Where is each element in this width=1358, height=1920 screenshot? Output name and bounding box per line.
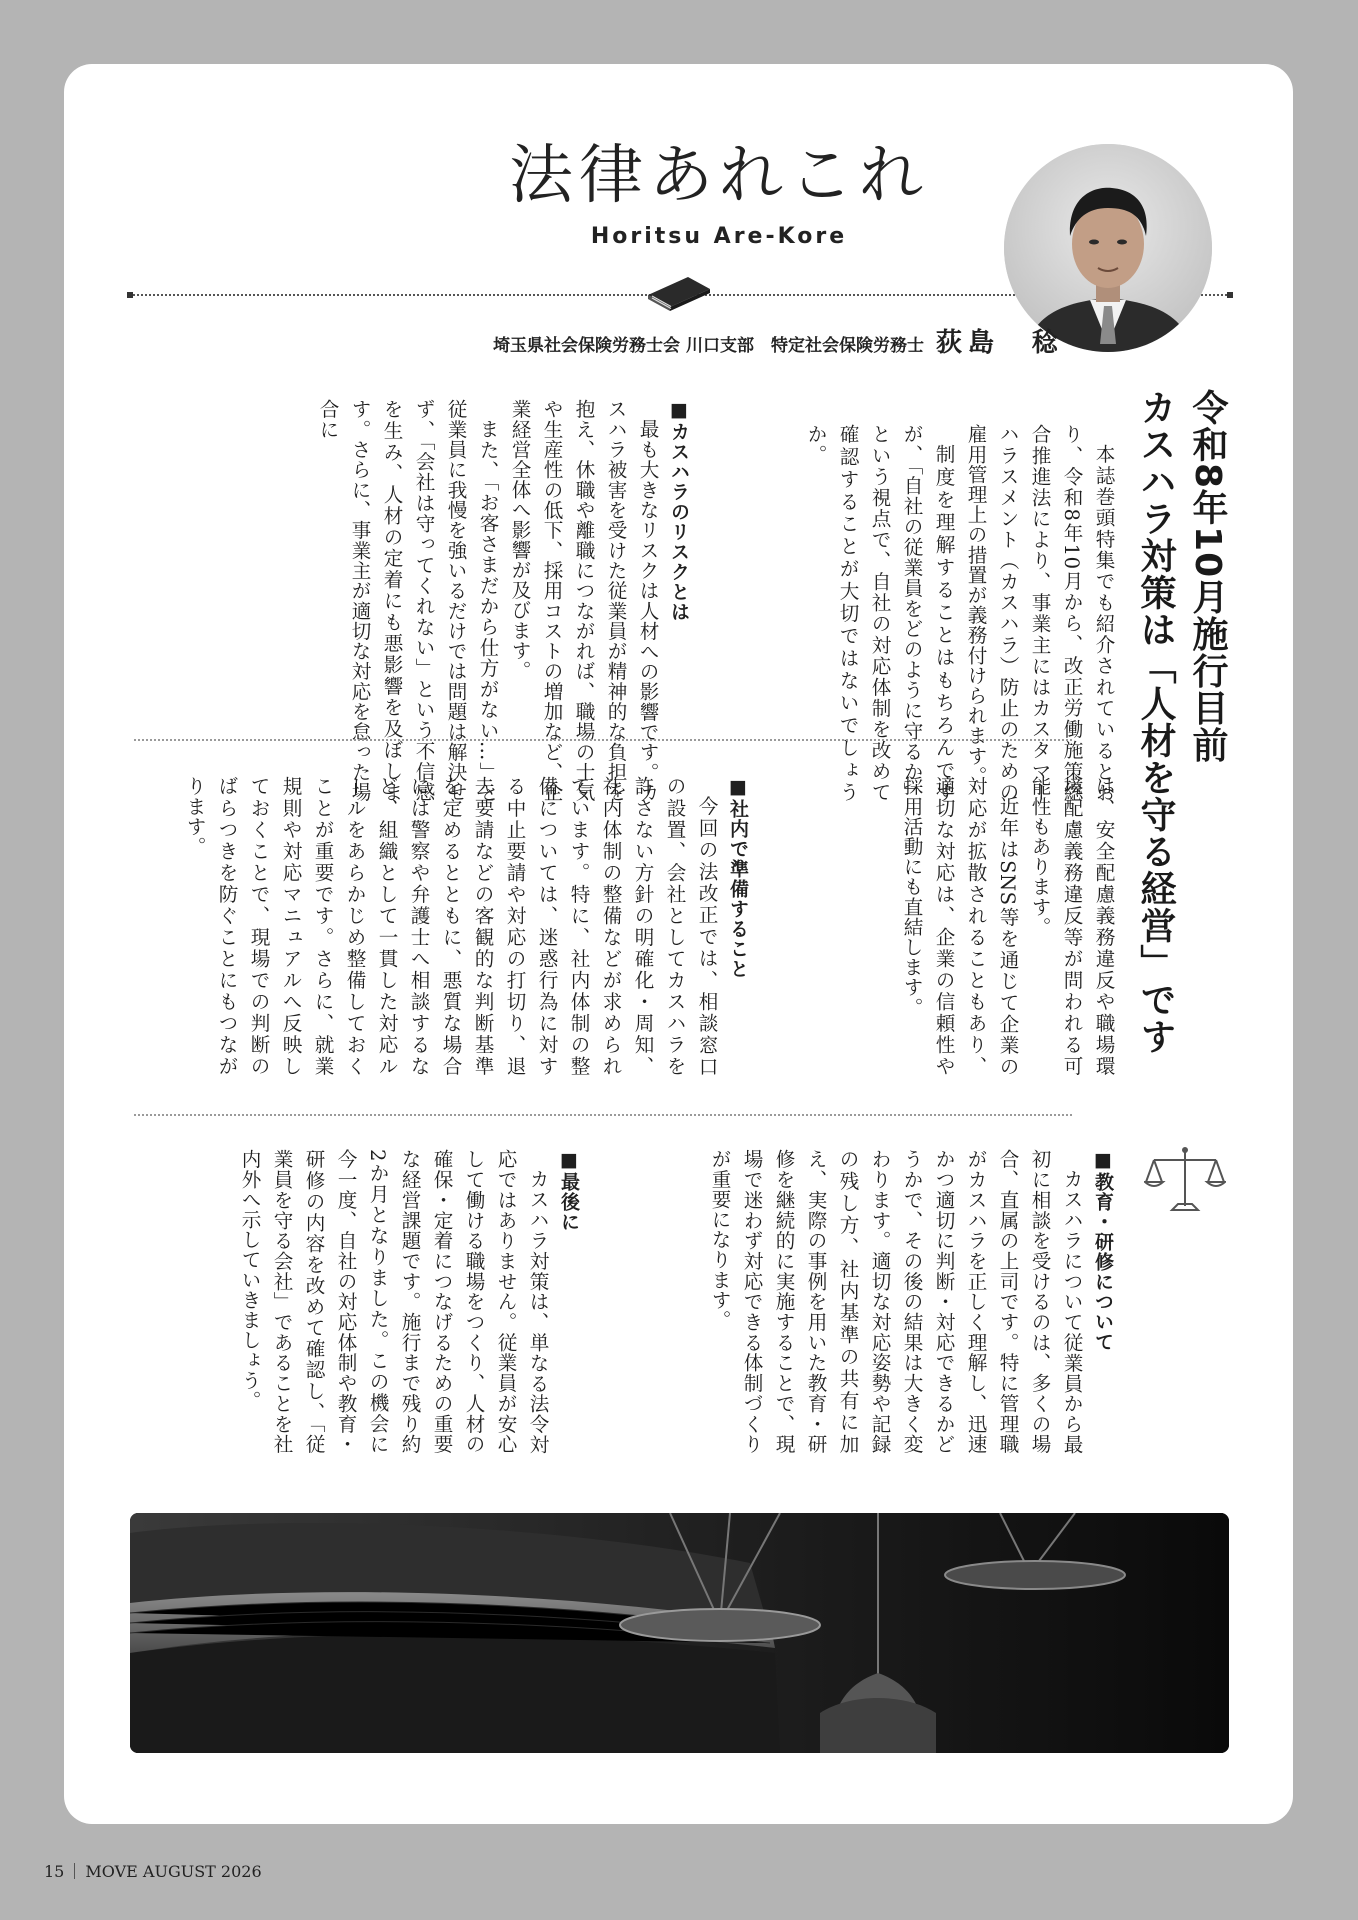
page-footer bbox=[44, 1862, 262, 1881]
final-paragraph-1: カスハラ対策は、単なる法令対応ではありません。従業員が安心して働ける職場をつくり、人材の確保・定着につなげるための重要な経営課題です。施行まで残り約2か月となりました。この機会に今一度、自社の対応体制や教育・研修の内容を改めて確認し、「従業員を守る会社」であることを社内外へ示していきましょう。 bbox=[238, 1149, 549, 1454]
section-risk bbox=[130, 399, 695, 802]
issue-date: AUGUST 2026 bbox=[142, 1862, 262, 1881]
final-heading: ■最後に bbox=[558, 1149, 580, 1232]
author-name: 荻島 稔 bbox=[935, 328, 1064, 358]
risk-heading: ■カスハラのリスクとは bbox=[668, 399, 690, 622]
book-icon bbox=[644, 269, 714, 313]
section-risk-continued bbox=[759, 776, 1119, 1076]
risk-paragraph-1: 最も大きなリスクは人材への影響です。カスハラ被害を受けた従業員が精神的な負担を抱え、休職や離職につながれば、職場の士気や生産性の低下、採用コストの増加など、企業経営全体へ影響が及びます。 bbox=[508, 399, 659, 802]
author-affiliation: 埼玉県社会保険労務士会 川口支部 特定社会保険労務士 bbox=[493, 336, 924, 356]
column-title: 法律あれこれ bbox=[509, 139, 929, 213]
intro-paragraph-2: 制度を理解することはもちろんですが、「自社の従業員をどのように守るか」という視点で、自社の対応体制を改めて確認することが大切ではないでしょうか。 bbox=[804, 424, 955, 802]
headline-line-2: カスハラ対策は「人材を守る経営」です bbox=[1135, 389, 1176, 1055]
scales-of-justice-icon bbox=[1144, 1144, 1226, 1214]
book-and-scales-photo bbox=[130, 1513, 1229, 1753]
training-heading: ■教育・研修について bbox=[1092, 1149, 1114, 1352]
section-intro bbox=[704, 424, 1119, 802]
headline-line-1: 令和8年10月施行目前 bbox=[1187, 389, 1228, 764]
author-credit bbox=[264, 322, 1064, 359]
risk-paragraph-2: また、「お客さまだから仕方がない…」と従業員に我慢を強いるだけでは問題は解決せず、「会社は守ってくれない」という不信感を生み、人材の定着にも悪影響を及ぼします。さらに、事業主が適切な対応を怠った場合に bbox=[316, 399, 499, 802]
row-divider-1 bbox=[134, 739, 1072, 741]
footer-divider bbox=[74, 1863, 75, 1879]
intro-paragraph-1: 本誌巻頭特集でも紹介されているとおり、令和8年10月から、改正労働施策総合推進法により、事業主にはカスタマーハラスメント（カスハラ）防止のための雇用管理上の措置が義務付けられます。 bbox=[964, 424, 1115, 802]
article-headline bbox=[1129, 389, 1233, 1199]
preparation-heading: ■社内で準備すること bbox=[727, 776, 749, 979]
section-training bbox=[589, 1149, 1119, 1454]
training-paragraph-1: カスハラについて従業員から最初に相談を受けるのは、多くの場合、直属の上司です。特に管理職がカスハラを正しく理解し、迅速かつ適切に判断・対応できるかどうかで、その後の結果は大きく変わります。適切な対応姿勢や記録の残し方、社内基準の共有に加え、実際の事例を用いた教育・研修を継続的に実施することで、現場で迷わず対応できる体制づくりが重要になります。 bbox=[708, 1149, 1083, 1454]
article-card bbox=[64, 64, 1293, 1824]
section-final bbox=[130, 1149, 585, 1454]
photo-illustration bbox=[130, 1513, 1229, 1753]
row-divider-2 bbox=[134, 1114, 1072, 1116]
risk-cont-paragraph-2: 近年はSNS等を通じて企業の対応が拡散されることもあり、適切な対応は、企業の信頼性や採用活動にも直結します。 bbox=[900, 776, 1019, 1076]
risk-cont-paragraph-1: は、安全配慮義務違反や職場環境配慮義務違反等が問われる可能性もあります。 bbox=[1028, 776, 1115, 1076]
preparation-paragraph-1: 今回の法改正では、相談窓口の設置、会社としてカスハラを許さない方針の明確化・周知、社内体制の整備などが求められています。特に、社内体制の整備については、迷惑行為に対する中止要請や対応の打切り、退去要請などの客観的な判断基準を定めるとともに、悪質な場合には警察や弁護士へ相談するなど、組織として一貫した対応ルールをあらかじめ整備しておくことが重要です。さらに、就業規則や対応マニュアルへ反映しておくことで、現場での判断のばらつきを防ぐことにもつながります。 bbox=[183, 776, 718, 1076]
section-preparation bbox=[183, 776, 754, 1076]
page-number: 15 bbox=[44, 1862, 65, 1881]
magazine-name: MOVE bbox=[85, 1862, 138, 1881]
column-subtitle: Horitsu Are-Kore bbox=[590, 224, 848, 249]
author-portrait bbox=[1004, 144, 1212, 352]
portrait-image bbox=[1004, 144, 1212, 352]
